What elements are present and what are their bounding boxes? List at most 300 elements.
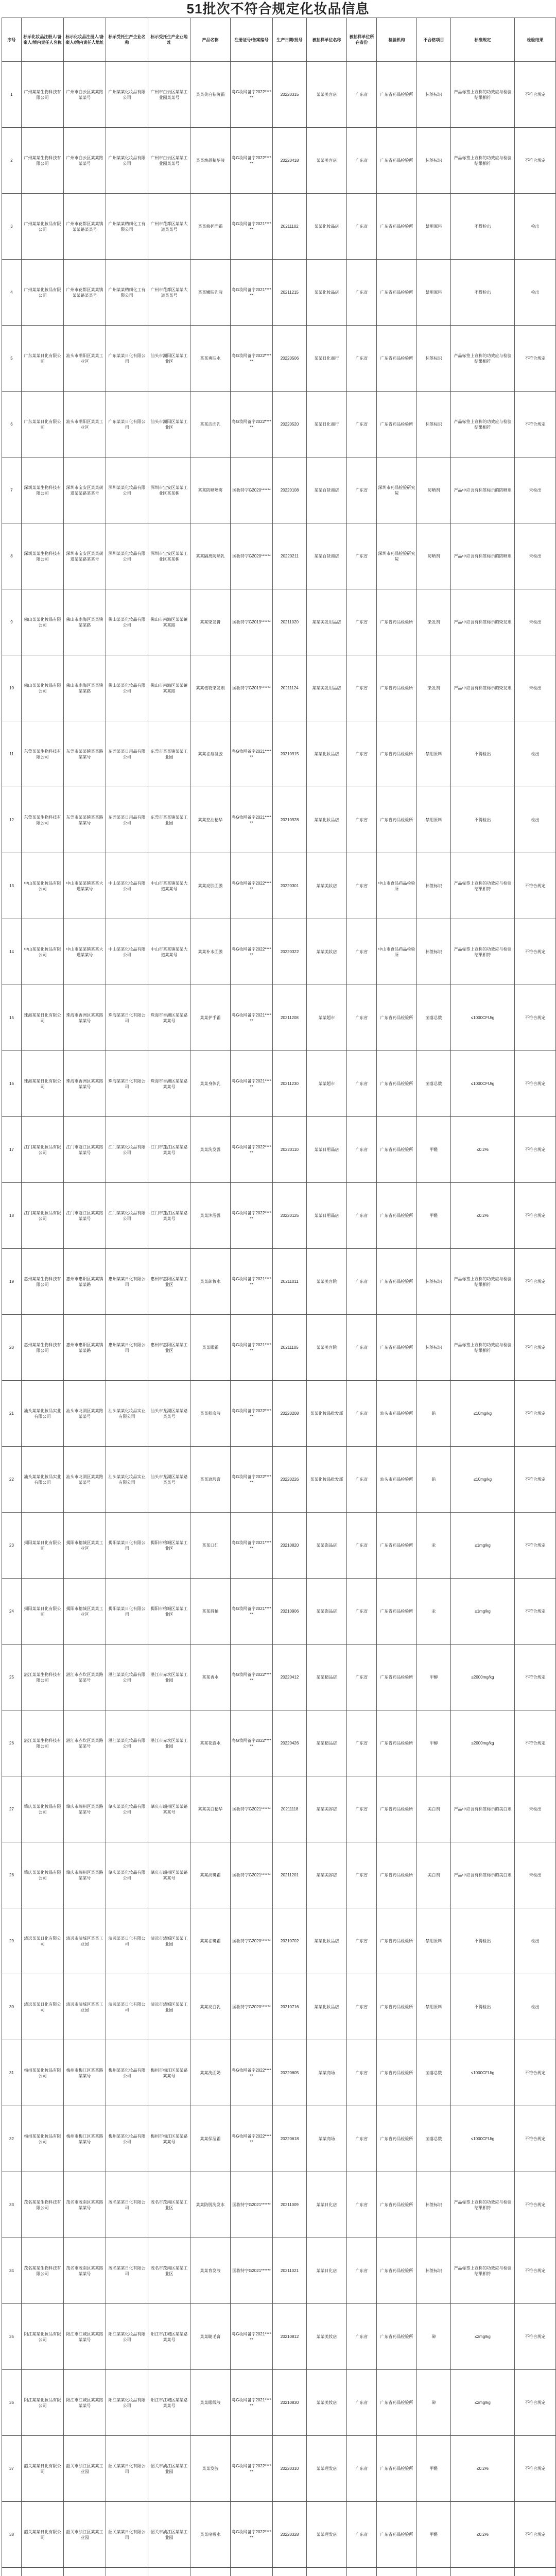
table-cell-mfr-addr: 广州市花都区某某大道某某号: [148, 260, 190, 326]
table-cell-result: 未检出: [515, 1842, 556, 1908]
table-cell-reg-addr: 中山市某某镇某某大道某某号: [64, 919, 106, 985]
table-cell-lab: 广东省药品检验所: [377, 1776, 417, 1842]
table-cell-item: 美白剂: [417, 1776, 451, 1842]
column-header: 标示受托生产企业地址: [148, 18, 190, 62]
table-cell-reg-addr: 珠海市香洲区某某路某某号: [64, 1051, 106, 1117]
table-cell-province: 广东省: [347, 326, 377, 392]
table-cell-mfr-addr: 韶关市浈江区某某工业园: [148, 2502, 190, 2568]
table-cell-reg-addr: 深圳市宝安区某某街道某某路某某号: [64, 457, 106, 523]
table-cell-reg-addr: 汕头市龙湖区某某路某某号: [64, 1447, 106, 1513]
table-cell-reg-name: 广东某某日化有限公司: [22, 326, 64, 392]
table-cell-reg-name: 惠州某某生物科技有限公司: [22, 1315, 64, 1381]
table-cell-province: 广东省: [347, 787, 377, 853]
table-row: [2, 1645, 556, 1710]
table-cell-no: 5: [2, 326, 22, 392]
table-cell-reg-name: 揭阳某某日化有限公司: [22, 1513, 64, 1579]
table-cell-mfr-name: 茂名某某日化有限公司: [106, 2172, 148, 2238]
table-cell-no: 34: [2, 2238, 22, 2304]
table-cell-reg-no: 粤G妆网备字2022******: [231, 853, 273, 919]
table-cell-batch: 20220418: [273, 128, 307, 194]
table-cell-standard: ≤1mg/kg: [451, 1579, 515, 1645]
table-cell-mfr-name: 广州某某化妆品有限公司: [106, 128, 148, 194]
table-cell-standard: 产品标签上宣称的功效应与检验结果相符: [451, 128, 515, 194]
table-cell-no: 35: [2, 2304, 22, 2370]
table-cell-reg-name: 湛江某某生物科技有限公司: [22, 1645, 64, 1710]
table-cell-reg-addr: 广州市花都区某某镇某某路某某号: [64, 194, 106, 260]
table-cell-item: 菌落总数: [417, 1051, 451, 1117]
table-cell-standard: 产品中应含有标签标示的染发剂: [451, 589, 515, 655]
table-cell-batch: 20220506: [273, 326, 307, 392]
table-cell-result: 不符合规定: [515, 1183, 556, 1249]
table-cell-province: 广东省: [347, 589, 377, 655]
table-cell-sampled: 某某百货商店: [307, 457, 347, 523]
table-cell-item: 标签标识: [417, 62, 451, 128]
table-cell-no: 12: [2, 787, 22, 853]
table-cell-reg-addr: 广州市白云区某某路某某号: [64, 128, 106, 194]
table-cell-no: 18: [2, 1183, 22, 1249]
table-cell-result: 未检出: [515, 523, 556, 589]
table-cell-batch: 20220110: [273, 1117, 307, 1183]
table-cell-result: 不符合规定: [515, 1249, 556, 1315]
table-cell-reg-no: 国妆特字G2020******: [231, 1908, 273, 1974]
table-cell-result: [515, 2568, 556, 2576]
table-cell-no: 15: [2, 985, 22, 1051]
table-cell-reg-name: 广州某某化妆品有限公司: [22, 260, 64, 326]
table-cell-product: 某某防晒喷雾: [190, 457, 231, 523]
table-cell-product: 某某眼线液: [190, 2370, 231, 2436]
table-cell-sampled: 某某美妆店: [307, 853, 347, 919]
table-cell-no: 9: [2, 589, 22, 655]
table-cell-standard: ≤1000CFU/g: [451, 2106, 515, 2172]
table-cell-province: 广东省: [347, 194, 377, 260]
table-cell-reg-addr: 韶关市浈江区某某工业园: [64, 2436, 106, 2502]
table-cell-lab: 广东省药品检验所: [377, 2040, 417, 2106]
table-cell-item: 菌落总数: [417, 985, 451, 1051]
table-cell-reg-addr: 阳江市江城区某某路某某号: [64, 2370, 106, 2436]
table-cell-reg-name: 江门某某化妆品有限公司: [22, 1183, 64, 1249]
table-row: [2, 919, 556, 985]
table-cell-batch: 20211105: [273, 1315, 307, 1381]
table-cell-standard: 产品标签上宣称的功效应与检验结果相符: [451, 392, 515, 457]
table-cell-batch: 20211020: [273, 589, 307, 655]
table-cell-product: 某某沐浴露: [190, 1183, 231, 1249]
table-cell-result: 不符合规定: [515, 326, 556, 392]
table-cell-standard: 不得检出: [451, 260, 515, 326]
table-cell-standard: ≤1000CFU/g: [451, 985, 515, 1051]
table-cell-mfr-name: 珠海某某日化有限公司: [106, 985, 148, 1051]
table-cell-lab: 广东省药品检验所: [377, 2106, 417, 2172]
table-cell-item: 禁用原料: [417, 1908, 451, 1974]
table-cell-reg-no: 国妆特字G2020******: [231, 457, 273, 523]
table-cell-item: 禁用原料: [417, 1974, 451, 2040]
table-cell-province: 广东省: [347, 853, 377, 919]
table-cell-no: 36: [2, 2370, 22, 2436]
table-row: [2, 2106, 556, 2172]
table-cell-no: 13: [2, 853, 22, 919]
table-cell-product: 某某啫喱水: [190, 2502, 231, 2568]
table-cell-mfr-addr: 佛山市南海区某某镇某某路: [148, 655, 190, 721]
table-cell-reg-no: 粤G妆网备字2022******: [231, 392, 273, 457]
table-cell-province: 广东省: [347, 1645, 377, 1710]
table-cell-batch: 20211118: [273, 1776, 307, 1842]
table-cell-batch: 20210702: [273, 1908, 307, 1974]
table-row: [2, 1776, 556, 1842]
table-cell-mfr-name: 东莞某某日用品有限公司: [106, 787, 148, 853]
table-cell-province: 广东省: [347, 721, 377, 787]
table-cell-lab: [377, 2568, 417, 2576]
table-cell-item: 甲醛: [417, 1183, 451, 1249]
table-cell-lab: 广东省药品检验所: [377, 260, 417, 326]
table-cell-mfr-name: 广东某某日化有限公司: [106, 392, 148, 457]
table-cell-mfr-name: 汕头某某化妆品实业有限公司: [106, 1447, 148, 1513]
table-cell-mfr-addr: 揭阳市榕城区某某工业区: [148, 1513, 190, 1579]
table-cell-standard: 产品标签上宣称的功效应与检验结果相符: [451, 326, 515, 392]
table-cell-reg-no: 粤G妆网备字2021******: [231, 985, 273, 1051]
table-cell-mfr-addr: 东莞市某某镇某某工业园: [148, 787, 190, 853]
table-cell-reg-no: 粤G妆网备字2021******: [231, 2370, 273, 2436]
table-cell-reg-name: 佛山某某化妆品有限公司: [22, 655, 64, 721]
table-cell-product: 某某唇釉: [190, 1579, 231, 1645]
table-cell-reg-no: 粤G妆网备字2021******: [231, 260, 273, 326]
table-cell-item: 标签标识: [417, 853, 451, 919]
table-cell-province: 广东省: [347, 392, 377, 457]
table-cell-product: 某某祛痘凝胶: [190, 721, 231, 787]
table-cell-result: 不符合规定: [515, 2436, 556, 2502]
table-cell-reg-no: 粤G妆网备字2022******: [231, 1183, 273, 1249]
table-cell-batch: 20211230: [273, 1051, 307, 1117]
table-cell-lab: 广东省药品检验所: [377, 326, 417, 392]
table-cell-mfr-name: 揭阳某某日化有限公司: [106, 1513, 148, 1579]
table-cell-mfr-addr: 梅州市梅江区某某路某某号: [148, 2106, 190, 2172]
table-row: [2, 787, 556, 853]
table-cell-mfr-addr: 梅州市梅江区某某路某某号: [148, 2040, 190, 2106]
table-cell-reg-name: 梅州某某化妆品有限公司: [22, 2040, 64, 2106]
table-cell-no: 19: [2, 1249, 22, 1315]
table-cell-lab: 汕头市药品检验所: [377, 1447, 417, 1513]
table-row: [2, 1117, 556, 1183]
table-cell-standard: ≤0.2%: [451, 2436, 515, 2502]
table-cell-result: 不符合规定: [515, 1117, 556, 1183]
table-cell-result: 不符合规定: [515, 1645, 556, 1710]
table-cell-sampled: 某某美发用品店: [307, 589, 347, 655]
table-cell-mfr-name: [106, 2568, 148, 2576]
table-cell-no: 28: [2, 1842, 22, 1908]
column-header: 标示化妆品注册人/备案人/境内责任人名称: [22, 18, 64, 62]
table-cell-no: 8: [2, 523, 22, 589]
table-cell-result: 不符合规定: [515, 919, 556, 985]
table-cell-province: 广东省: [347, 1315, 377, 1381]
table-cell-reg-addr: 惠州市惠阳区某某镇某某路: [64, 1315, 106, 1381]
table-cell-sampled: 某某化妆品店: [307, 721, 347, 787]
table-cell-reg-no: 粤G妆网备字2021******: [231, 1315, 273, 1381]
table-cell-reg-addr: 梅州市梅江区某某路某某号: [64, 2106, 106, 2172]
table-cell-lab: 广东省药品检验所: [377, 2172, 417, 2238]
table-cell-no: 30: [2, 1974, 22, 2040]
table-cell-reg-no: 粤G妆网备字2021******: [231, 787, 273, 853]
table-cell-province: 广东省: [347, 1447, 377, 1513]
table-cell-no: 7: [2, 457, 22, 523]
table-cell-reg-no: 国妆特字G2021******: [231, 2238, 273, 2304]
table-cell-province: 广东省: [347, 2502, 377, 2568]
table-cell-sampled: 某某美妆店: [307, 2370, 347, 2436]
table-cell-standard: 不得检出: [451, 1974, 515, 2040]
table-cell-mfr-name: 江门某某化妆品有限公司: [106, 1183, 148, 1249]
table-cell-batch: 20210820: [273, 1513, 307, 1579]
table-cell-reg-addr: 广州市白云区某某路某某号: [64, 62, 106, 128]
table-cell-no: [2, 2568, 22, 2576]
table-cell-sampled: 某某精品店: [307, 1645, 347, 1710]
table-cell-mfr-name: 韶关某某日化有限公司: [106, 2436, 148, 2502]
table-row: [2, 1051, 556, 1117]
table-cell-standard: 产品标签上宣称的功效应与检验结果相符: [451, 1315, 515, 1381]
table-cell-mfr-addr: 肇庆市端州区某某路某某号: [148, 1842, 190, 1908]
table-cell-reg-no: 粤G妆网备字2022******: [231, 1381, 273, 1447]
table-cell-batch: 20220322: [273, 919, 307, 985]
table-cell-reg-no: 粤G妆网备字2022******: [231, 62, 273, 128]
table-cell-result: 不符合规定: [515, 2502, 556, 2568]
table-cell-mfr-name: 揭阳某某日化有限公司: [106, 1579, 148, 1645]
table-cell-mfr-name: 东莞某某日用品有限公司: [106, 721, 148, 787]
table-cell-standard: ≤1mg/kg: [451, 1513, 515, 1579]
table-row: [2, 1908, 556, 1974]
table-cell-lab: 广东省药品检验所: [377, 655, 417, 721]
table-cell-reg-name: 珠海某某日化有限公司: [22, 1051, 64, 1117]
table-cell-result: 不符合规定: [515, 2304, 556, 2370]
table-cell-mfr-addr: 清远市清城区某某工业园: [148, 1908, 190, 1974]
table-cell-reg-no: 粤G妆网备字2022******: [231, 2106, 273, 2172]
table-cell-reg-addr: 肇庆市端州区某某路某某号: [64, 1776, 106, 1842]
table-cell-no: 6: [2, 392, 22, 457]
table-cell-standard: 产品标签上宣称的功效应与检验结果相符: [451, 2172, 515, 2238]
table-cell-standard: 产品标签上宣称的功效应与检验结果相符: [451, 1249, 515, 1315]
table-cell-batch: 20211009: [273, 2172, 307, 2238]
table-cell-province: 广东省: [347, 1249, 377, 1315]
table-cell-lab: 广东省药品检验所: [377, 1842, 417, 1908]
table-row: [2, 2238, 556, 2304]
table-cell-standard: ≤0.2%: [451, 1117, 515, 1183]
table-cell-mfr-addr: 江门市蓬江区某某路某某号: [148, 1183, 190, 1249]
table-cell-batch: 20220211: [273, 523, 307, 589]
table-cell-reg-addr: 惠州市惠阳区某某镇某某路: [64, 1249, 106, 1315]
table-cell-result: 不符合规定: [515, 2172, 556, 2238]
table-cell-sampled: 某某精品店: [307, 1710, 347, 1776]
table-cell-standard: ≤10mg/kg: [451, 1381, 515, 1447]
table-cell-item: 菌落总数: [417, 2106, 451, 2172]
table-cell-mfr-name: 珠海某某日化有限公司: [106, 1051, 148, 1117]
table-cell-product: 某某香水: [190, 1645, 231, 1710]
table-cell-sampled: 某某超市: [307, 985, 347, 1051]
table-cell-lab: 广东省药品检验所: [377, 985, 417, 1051]
table-cell-item: 砷: [417, 2370, 451, 2436]
table-cell-no: 17: [2, 1117, 22, 1183]
table-cell-item: 标签标识: [417, 1315, 451, 1381]
table-cell-batch: 20210915: [273, 721, 307, 787]
table-cell-mfr-addr: 惠州市惠阳区某某工业区: [148, 1315, 190, 1381]
table-cell-batch: 20211102: [273, 194, 307, 260]
column-header: 产品名称: [190, 18, 231, 62]
table-row: [2, 2436, 556, 2502]
table-cell-reg-name: 清远某某日化有限公司: [22, 1974, 64, 2040]
table-cell-province: 广东省: [347, 985, 377, 1051]
table-cell-lab: 广东省药品检验所: [377, 1249, 417, 1315]
table-cell-sampled: 某某饰品店: [307, 1513, 347, 1579]
table-row: [2, 2304, 556, 2370]
table-cell-mfr-addr: 惠州市惠阳区某某工业区: [148, 1249, 190, 1315]
table-cell-product: 某某亮肤面膜: [190, 853, 231, 919]
table-cell-product: 某某美白精华: [190, 1776, 231, 1842]
column-header: 被抽样单位名称: [307, 18, 347, 62]
table-cell-mfr-addr: 东莞市某某镇某某工业园: [148, 721, 190, 787]
column-header: 检验机构: [377, 18, 417, 62]
table-cell-reg-addr: 佛山市南海区某某镇某某路: [64, 655, 106, 721]
table-cell-reg-no: 国妆特字G2019******: [231, 655, 273, 721]
table-cell-province: 广东省: [347, 655, 377, 721]
table-cell-result: 检出: [515, 1908, 556, 1974]
table-cell-standard: 产品标签上宣称的功效应与检验结果相符: [451, 853, 515, 919]
table-cell-standard: 产品标签上宣称的功效应与检验结果相符: [451, 62, 515, 128]
table-cell-no: 31: [2, 2040, 22, 2106]
table-cell-no: 14: [2, 919, 22, 985]
table-cell-mfr-name: 佛山某某化妆品有限公司: [106, 655, 148, 721]
table-cell-sampled: 某某商场: [307, 2106, 347, 2172]
table-cell-standard: ≤2mg/kg: [451, 2304, 515, 2370]
table-cell-reg-name: 深圳某某生物科技有限公司: [22, 523, 64, 589]
table-cell-lab: 广东省药品检验所: [377, 1974, 417, 2040]
table-cell-product: 某某洗面奶: [190, 2040, 231, 2106]
table-cell-province: 广东省: [347, 1381, 377, 1447]
table-cell-reg-no: 粤G妆网备字2021******: [231, 1051, 273, 1117]
table-cell-mfr-name: 韶关某某日化有限公司: [106, 2502, 148, 2568]
table-cell-sampled: 某某美容店: [307, 62, 347, 128]
table-cell-batch: 20220226: [273, 1447, 307, 1513]
table-cell-item: 禁用原料: [417, 194, 451, 260]
table-cell-lab: 广东省药品检验所: [377, 787, 417, 853]
table-cell-item: 甲醛: [417, 1117, 451, 1183]
table-row: [2, 2568, 556, 2576]
table-cell-product: 某某亮白乳: [190, 1974, 231, 2040]
table-cell-sampled: 某某化妆品店: [307, 787, 347, 853]
table-cell-standard: 产品中应含有标签标示的染发剂: [451, 655, 515, 721]
table-cell-sampled: 某某美容院: [307, 1315, 347, 1381]
table-cell-mfr-addr: 湛江市赤坎区某某工业园: [148, 1645, 190, 1710]
table-cell-reg-no: 国妆特字G2020******: [231, 523, 273, 589]
table-cell-result: 未检出: [515, 1776, 556, 1842]
table-cell-no: 24: [2, 1579, 22, 1645]
table-cell-no: 10: [2, 655, 22, 721]
table-cell-reg-name: 汕头某某化妆品实业有限公司: [22, 1381, 64, 1447]
table-cell-mfr-addr: 中山市某某镇某某大道某某号: [148, 853, 190, 919]
table-cell-province: 广东省: [347, 523, 377, 589]
table-cell-reg-addr: 东莞市某某镇某某路某某号: [64, 787, 106, 853]
table-row: [2, 853, 556, 919]
table-cell-no: 27: [2, 1776, 22, 1842]
table-cell-reg-addr: 阳江市江城区某某路某某号: [64, 2304, 106, 2370]
table-cell-item: 标签标识: [417, 392, 451, 457]
table-cell-item: 砷: [417, 2304, 451, 2370]
table-row: [2, 2502, 556, 2568]
column-header: 被抽样单位所在省份: [347, 18, 377, 62]
table-cell-mfr-addr: 揭阳市榕城区某某工业区: [148, 1579, 190, 1645]
table-cell-batch: 20210830: [273, 2370, 307, 2436]
table-cell-product: [190, 2568, 231, 2576]
table-cell-reg-addr: 清远市清城区某某工业园: [64, 1974, 106, 2040]
table-cell-mfr-name: 湛江某某化妆品有限公司: [106, 1710, 148, 1776]
table-cell-item: 禁用原料: [417, 721, 451, 787]
table-cell-standard: 不得检出: [451, 787, 515, 853]
table-cell-item: 铅: [417, 1381, 451, 1447]
table-cell-reg-addr: 茂名市茂南区某某路某某号: [64, 2172, 106, 2238]
table-row: [2, 1183, 556, 1249]
table-cell-product: 某某祛斑霜: [190, 1908, 231, 1974]
table-cell-product: 某某隔离防晒乳: [190, 523, 231, 589]
table-cell-no: 3: [2, 194, 22, 260]
table-row: [2, 1249, 556, 1315]
table-cell-reg-no: [231, 2568, 273, 2576]
table-cell-mfr-addr: 肇庆市端州区某某路某某号: [148, 1776, 190, 1842]
table-cell-no: 29: [2, 1908, 22, 1974]
table-cell-standard: ≤2mg/kg: [451, 2370, 515, 2436]
table-cell-result: 不符合规定: [515, 985, 556, 1051]
table-cell-mfr-name: 梅州某某化妆品有限公司: [106, 2106, 148, 2172]
table-cell-product: 某某淡斑霜: [190, 1842, 231, 1908]
table-cell-reg-no: 粤G妆网备字2021******: [231, 1513, 273, 1579]
table-row: [2, 1381, 556, 1447]
table-cell-sampled: 某某日用品店: [307, 1117, 347, 1183]
table-cell-sampled: 某某日化商行: [307, 392, 347, 457]
table-cell-reg-name: 广州某某生物科技有限公司: [22, 128, 64, 194]
table-cell-mfr-name: 中山某某化妆品有限公司: [106, 853, 148, 919]
table-cell-mfr-addr: 汕头市潮阳区某某工业区: [148, 326, 190, 392]
table-cell-product: 某某发胶: [190, 2436, 231, 2502]
table-cell-result: 不符合规定: [515, 62, 556, 128]
table-cell-standard: ≤1000CFU/g: [451, 2040, 515, 2106]
table-cell-no: 4: [2, 260, 22, 326]
table-cell-reg-name: 梅州某某化妆品有限公司: [22, 2106, 64, 2172]
table-cell-result: 不符合规定: [515, 128, 556, 194]
table-cell-product: 某某洗发露: [190, 1117, 231, 1183]
table-cell-sampled: 某某化妆品批发部: [307, 1381, 347, 1447]
table-cell-sampled: 某某化妆品店: [307, 194, 347, 260]
table-cell-result: 未检出: [515, 655, 556, 721]
table-cell-reg-no: 粤G妆网备字2021******: [231, 2304, 273, 2370]
table-cell-product: 某某护手霜: [190, 985, 231, 1051]
table-row: [2, 2172, 556, 2238]
table-cell-reg-no: 粤G妆网备字2022******: [231, 128, 273, 194]
table-row: [2, 1315, 556, 1381]
table-cell-lab: 广东省药品检验所: [377, 1117, 417, 1183]
table-cell-province: 广东省: [347, 2040, 377, 2106]
column-header: 注册证号/备案编号: [231, 18, 273, 62]
table-cell-standard: [451, 2568, 515, 2576]
table-cell-no: 16: [2, 1051, 22, 1117]
column-header: 检验结果: [515, 18, 556, 62]
table-cell-mfr-name: 汕头某某化妆品实业有限公司: [106, 1381, 148, 1447]
table-cell-province: 广东省: [347, 1710, 377, 1776]
table-cell-lab: 广东省药品检验所: [377, 194, 417, 260]
table-cell-result: 不符合规定: [515, 853, 556, 919]
table-cell-batch: 20211124: [273, 655, 307, 721]
table-cell-result: 不符合规定: [515, 1381, 556, 1447]
page-title: 51批次不符合规定化妆品信息: [186, 1, 370, 16]
table-cell-mfr-name: 惠州某某日化有限公司: [106, 1249, 148, 1315]
table-cell-sampled: 某某化妆品批发部: [307, 1447, 347, 1513]
table-cell-mfr-addr: [148, 2568, 190, 2576]
table-cell-reg-name: 阳江某某化妆品有限公司: [22, 2304, 64, 2370]
table-cell-batch: 20220108: [273, 457, 307, 523]
table-cell-product: 某某补水面膜: [190, 919, 231, 985]
table-cell-result: 不符合规定: [515, 1051, 556, 1117]
table-cell-reg-addr: 肇庆市端州区某某路某某号: [64, 1842, 106, 1908]
